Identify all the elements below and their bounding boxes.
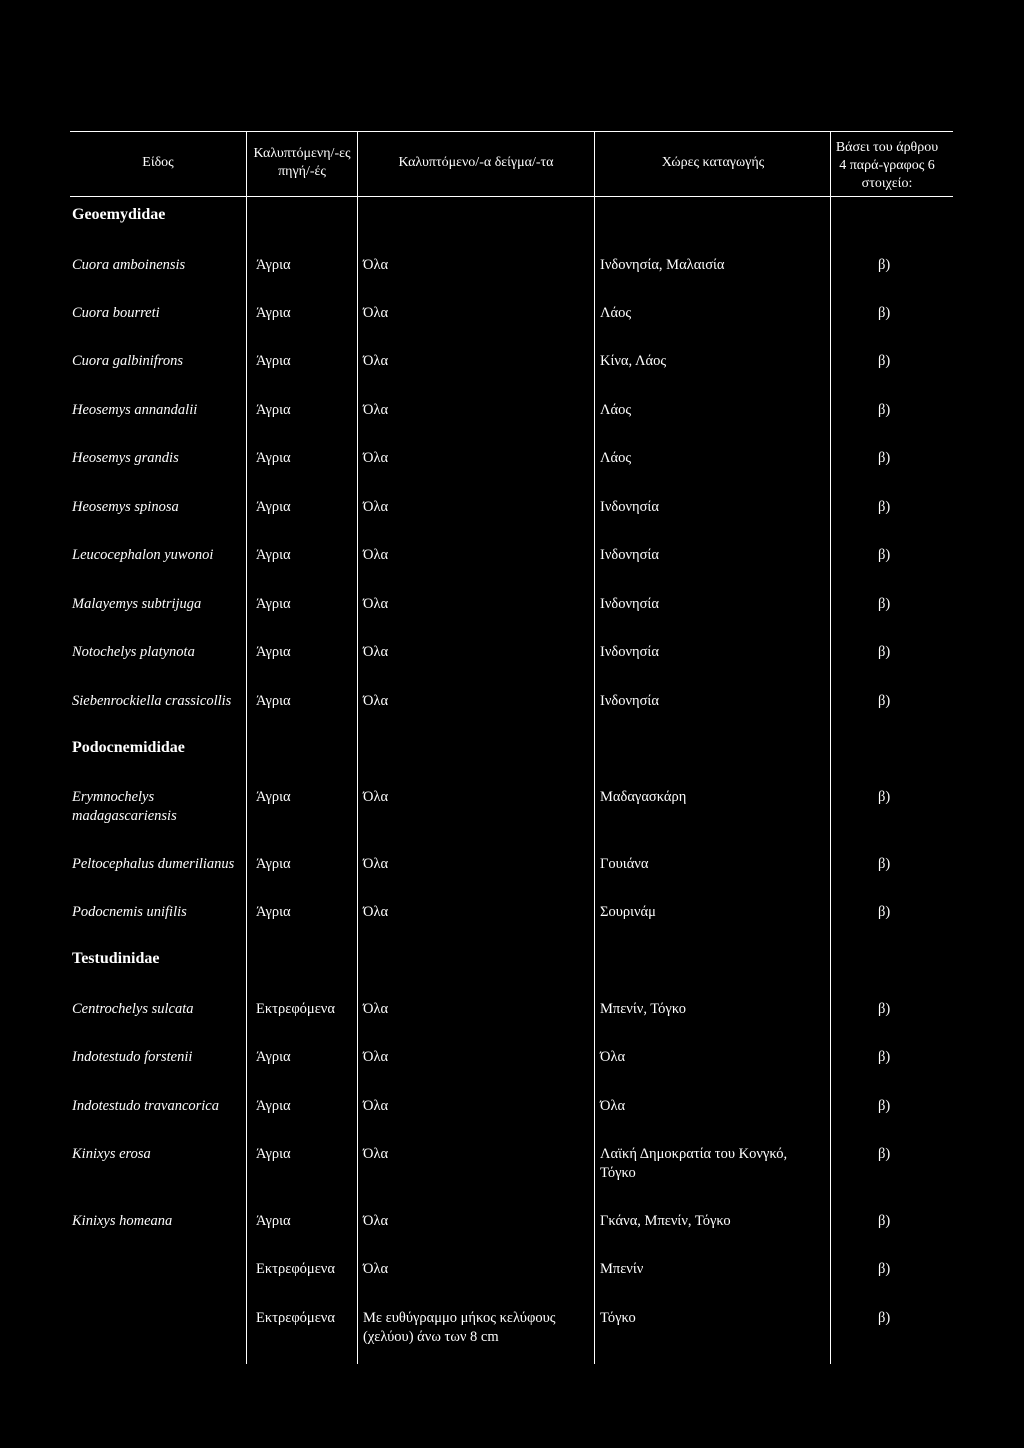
countries-cell: Ινδονησία [600,644,659,660]
species-name: Cuora bourreti [72,305,160,321]
countries-cell: Ινδονησία, Μαλαισία [600,257,725,273]
specimens-cell: Όλα [363,644,389,660]
header-specimens: Καλυπτόμενο/-α δείγμα/-τα [398,155,554,170]
specimens-cell: Όλα [363,450,389,466]
source-cell: Άγρια [256,1146,291,1162]
article-cell: β) [878,644,891,660]
species-name: Heosemys spinosa [72,499,179,515]
specimens-cell: Όλα [363,1098,389,1114]
species-name: Heosemys annandalii [72,402,198,418]
species-name: Notochelys platynota [72,644,195,660]
family-heading: Podocnemididae [72,739,185,756]
source-cell: Άγρια [256,596,291,612]
countries-cell: Λαϊκή Δημοκρατία του Κονγκό, Τόγκο [600,1146,788,1181]
countries-cell: Ινδονησία [600,499,659,515]
countries-cell: Όλα [600,1098,626,1114]
table-top-rule [70,131,953,132]
source-cell: Άγρια [256,499,291,515]
header-bottom-rule [70,196,953,197]
specimens-cell: Όλα [363,1213,389,1229]
species-name: Leucocephalon yuwonoi [72,547,214,563]
countries-cell: Μαδαγασκάρη [600,789,687,805]
specimens-cell: Όλα [363,402,389,418]
article-cell: β) [878,1146,891,1162]
countries-cell: Ινδονησία [600,693,659,709]
species-name: Siebenrockiella crassicollis [72,693,232,709]
column-divider [246,132,247,1364]
specimens-cell: Όλα [363,904,389,920]
countries-cell: Τόγκο [600,1310,636,1326]
source-cell: Άγρια [256,450,291,466]
source-cell: Εκτρεφόμενα [256,1261,335,1277]
article-cell: β) [878,402,891,418]
countries-cell: Μπενίν, Τόγκο [600,1001,687,1017]
source-cell: Άγρια [256,644,291,660]
species-name: Indotestudo travancorica [72,1098,219,1114]
specimens-cell: Όλα [363,305,389,321]
specimens-cell: Όλα [363,1261,389,1277]
specimens-cell: Όλα [363,1001,389,1017]
species-name: Erymnochelys madagascariensis [72,789,177,824]
countries-cell: Γκάνα, Μπενίν, Τόγκο [600,1213,731,1229]
specimens-cell: Όλα [363,789,389,805]
source-cell: Άγρια [256,257,291,273]
specimens-cell: Όλα [363,596,389,612]
countries-cell: Ινδονησία [600,547,659,563]
specimens-cell: Όλα [363,499,389,515]
species-name: Kinixys homeana [72,1213,173,1229]
article-cell: β) [878,856,891,872]
countries-cell: Λάος [600,402,632,418]
specimens-cell: Όλα [363,257,389,273]
specimens-cell: Όλα [363,693,389,709]
article-cell: β) [878,1001,891,1017]
species-name: Malayemys subtrijuga [72,596,202,612]
article-cell: β) [878,499,891,515]
specimens-cell: Όλα [363,353,389,369]
countries-cell: Γουιάνα [600,856,649,872]
countries-cell: Ινδονησία [600,596,659,612]
source-cell: Εκτρεφόμενα [256,1001,335,1017]
specimens-cell: Με ευθύγραμμο μήκος κελύφους (χελύου) άνω των 8 cm [363,1310,556,1345]
header-countries: Χώρες καταγωγής [661,155,765,170]
article-cell: β) [878,353,891,369]
article-cell: β) [878,257,891,273]
article-cell: β) [878,305,891,321]
article-cell: β) [878,1049,891,1065]
article-cell: β) [878,547,891,563]
article-cell: β) [878,1098,891,1114]
header-article: Βάσει του άρθρου 4 παρά-γραφος 6 στοιχείο: [835,140,939,191]
species-name: Centrochelys sulcata [72,1001,194,1017]
source-cell: Εκτρεφόμενα [256,1310,335,1326]
source-cell: Άγρια [256,1213,291,1229]
source-cell: Άγρια [256,1049,291,1065]
source-cell: Άγρια [256,353,291,369]
source-cell: Άγρια [256,693,291,709]
article-cell: β) [878,596,891,612]
article-cell: β) [878,693,891,709]
species-name: Indotestudo forstenii [72,1049,193,1065]
article-cell: β) [878,789,891,805]
source-cell: Άγρια [256,402,291,418]
article-cell: β) [878,450,891,466]
article-cell: β) [878,904,891,920]
column-divider [357,132,358,1364]
source-cell: Άγρια [256,789,291,805]
species-name: Kinixys erosa [72,1146,151,1162]
article-cell: β) [878,1261,891,1277]
specimens-cell: Όλα [363,1146,389,1162]
species-name: Cuora galbinifrons [72,353,184,369]
countries-cell: Κίνα, Λάος [600,353,667,369]
species-name: Peltocephalus dumerilianus [72,856,235,872]
specimens-cell: Όλα [363,1049,389,1065]
article-cell: β) [878,1213,891,1229]
family-heading: Testudinidae [72,950,160,967]
source-cell: Άγρια [256,547,291,563]
countries-cell: Σουρινάμ [600,904,656,920]
specimens-cell: Όλα [363,547,389,563]
source-cell: Άγρια [256,856,291,872]
header-source: Καλυπτόμενη/-ες πηγή/-ές [253,146,351,179]
article-cell: β) [878,1310,891,1326]
source-cell: Άγρια [256,904,291,920]
species-name: Cuora amboinensis [72,257,186,273]
specimens-cell: Όλα [363,856,389,872]
column-divider [594,132,595,1364]
species-name: Heosemys grandis [72,450,179,466]
countries-cell: Λάος [600,450,632,466]
species-name: Podocnemis unifilis [72,904,187,920]
column-divider [830,132,831,1364]
countries-cell: Όλα [600,1049,626,1065]
header-species: Είδος [142,155,174,170]
countries-cell: Μπενίν [600,1261,644,1277]
source-cell: Άγρια [256,305,291,321]
countries-cell: Λάος [600,305,632,321]
family-heading: Geoemydidae [72,206,166,223]
source-cell: Άγρια [256,1098,291,1114]
